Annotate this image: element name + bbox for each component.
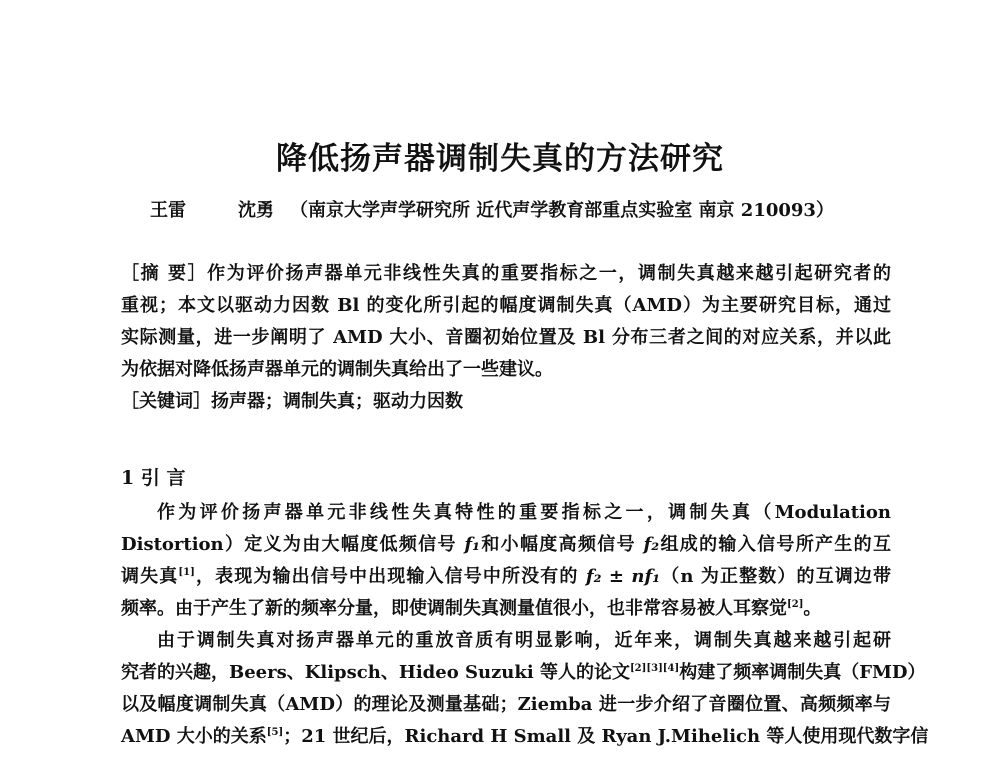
paper-title: 降低扬声器调制失真的方法研究	[276, 141, 724, 177]
keywords: ［关键词］扬声器；调制失真；驱动力因数	[121, 391, 463, 412]
formula: f₂ ± nf₁	[585, 566, 661, 587]
paragraph-line	[121, 657, 926, 689]
text: ，表现为输出信号中出现输入信号中所没有的	[194, 566, 586, 587]
text: ；21 世纪后，Richard H Small 及 Ryan J.Mihelich 等人使用现代数字信	[283, 726, 929, 747]
abstract-line: 为依据对降低扬声器单元的调制失真给出了一些建议。	[121, 359, 553, 380]
text: 频率。由于产生了新的频率分量，即使调制失真测量值很小，也非常容易被人耳察觉	[121, 598, 787, 619]
citation: [2]	[787, 599, 804, 610]
abstract	[121, 258, 891, 418]
text: AMD 大小的关系	[121, 726, 267, 747]
paragraph-line	[121, 561, 891, 593]
text: 组成的输入信号所产生的互	[659, 534, 891, 555]
text: 。	[803, 598, 822, 619]
citation: [2][3][4]	[629, 663, 680, 674]
symbol-f2: f₂	[643, 534, 660, 555]
abstract-line: 实际测量，进一步阐明了 AMD 大小、音圈初始位置及 Bl 分布三者之间的对应关系，并以此	[121, 327, 891, 348]
text: 究者的兴趣，Beers、Klipsch、Hideo Suzuki 等人的论文	[121, 662, 630, 683]
citation: [1]	[178, 567, 195, 578]
paragraph-line: 由于调制失真对扬声器单元的重放音质有明显影响，近年来，调制失真越来越引起研	[157, 630, 891, 651]
paragraph-line	[121, 593, 891, 625]
symbol-f1: f₁	[464, 534, 481, 555]
text: Distortion）定义为由大幅度低频信号	[121, 534, 465, 555]
text: 构建了频率调制失真（FMD）	[679, 662, 926, 683]
section-body	[121, 497, 929, 753]
paragraph-line	[121, 529, 891, 561]
author-affiliation: （南京大学声学研究所 近代声学教育部重点实验室 南京 210093）	[290, 200, 834, 221]
text: 调失真	[121, 566, 179, 587]
author-name-2: 沈勇	[238, 200, 274, 221]
paragraph-line: 以及幅度调制失真（AMD）的理论及测量基础；Ziemba 进一步介绍了音圈位置、高频频率与	[121, 694, 891, 715]
abstract-line: ［摘 要］作为评价扬声器单元非线性失真的重要指标之一，调制失真越来越引起研究者的	[121, 263, 891, 284]
author-name-1: 王雷	[150, 200, 186, 221]
paragraph-line: 作为评价扬声器单元非线性失真特性的重要指标之一，调制失真（Modulation	[157, 502, 891, 523]
section-heading: 1 引 言	[121, 467, 186, 489]
text: 和小幅度高频信号	[480, 534, 644, 555]
text: （n 为正整数）的互调边带	[660, 566, 891, 587]
citation: [5]	[266, 727, 284, 738]
abstract-line: 重视；本文以驱动力因数 Bl 的变化所引起的幅度调制失真（AMD）为主要研究目标，通过	[121, 295, 891, 316]
paragraph-line	[121, 721, 929, 753]
authors-line	[150, 196, 834, 222]
